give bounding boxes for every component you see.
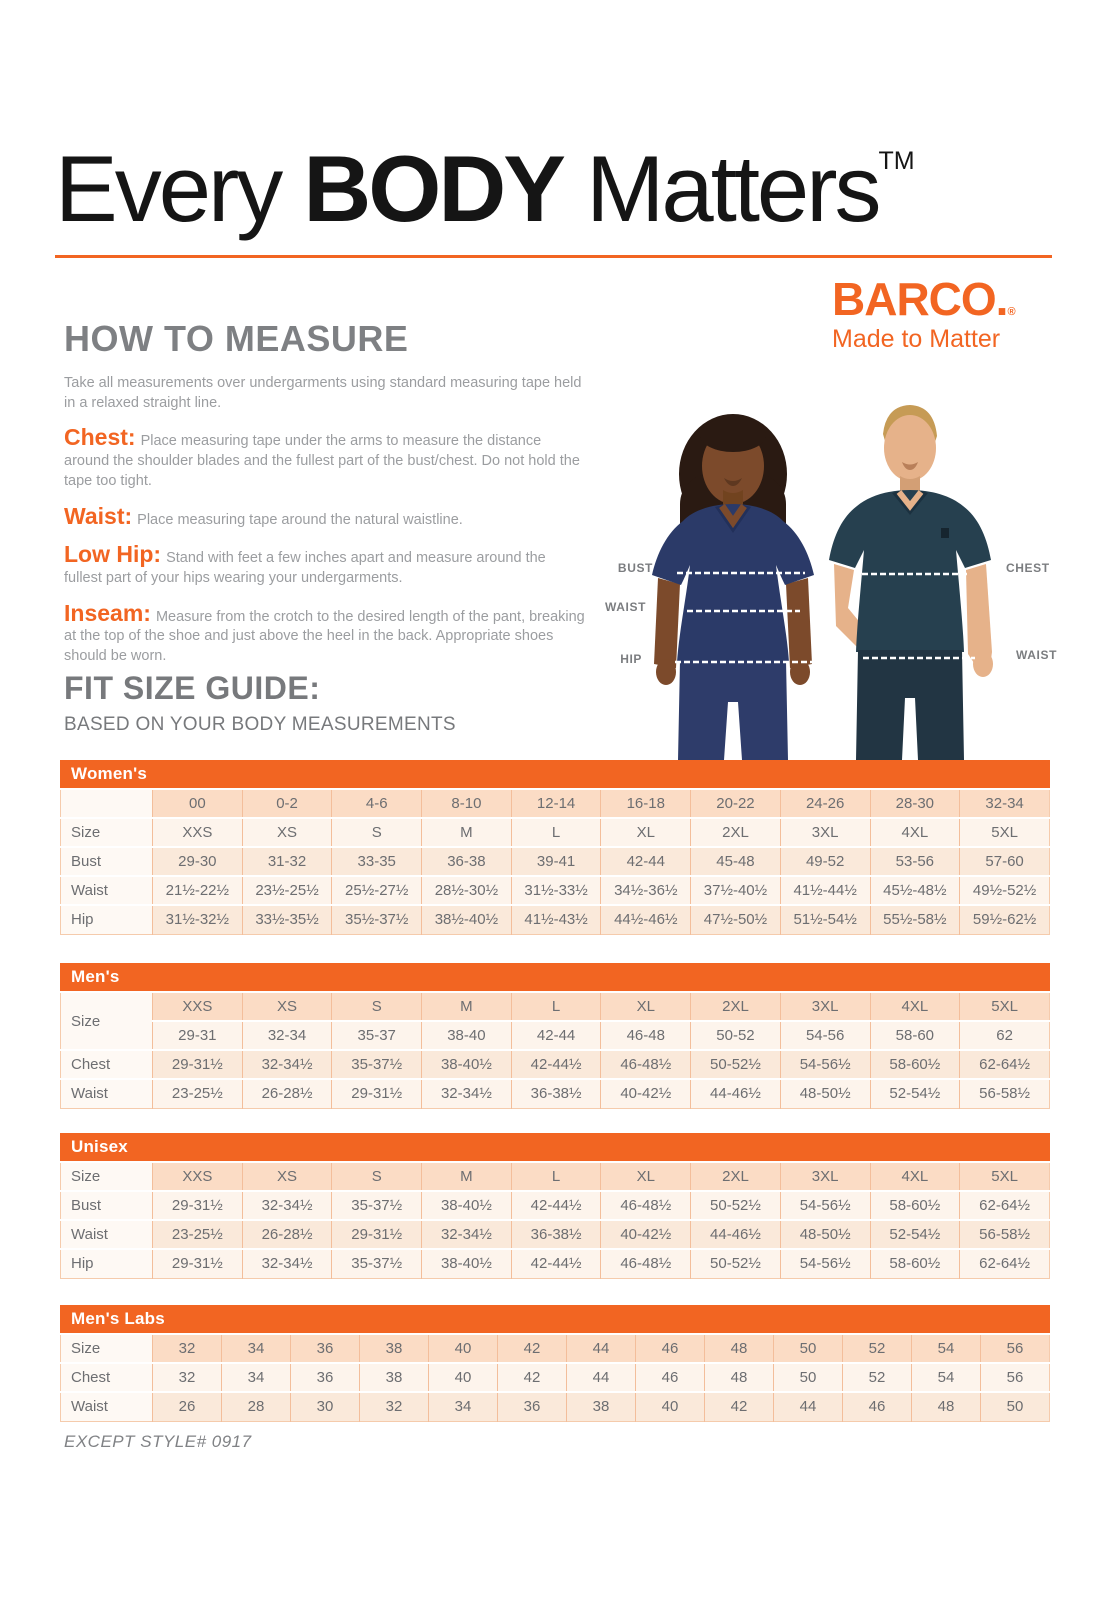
man-figure — [829, 405, 993, 760]
fit-size-guide-heading: FIT SIZE GUIDE: — [64, 670, 321, 706]
row-label: Waist — [61, 1392, 153, 1421]
size-cell: 48-50½ — [780, 1079, 870, 1108]
size-cell: 54 — [912, 1334, 981, 1363]
size-cell: 37½-40½ — [691, 876, 781, 905]
size-cell: 29-31½ — [332, 1079, 422, 1108]
size-cell: 29-30 — [153, 847, 243, 876]
table-title: Women's — [60, 760, 1050, 788]
size-cell: 4XL — [870, 992, 960, 1021]
size-cell: 26-28½ — [242, 1220, 332, 1249]
size-cell: 12-14 — [511, 789, 601, 818]
size-cell: XL — [601, 992, 691, 1021]
size-cell: 34 — [429, 1392, 498, 1421]
size-cell: 4-6 — [332, 789, 422, 818]
size-cell: XL — [601, 818, 691, 847]
size-cell: 45-48 — [691, 847, 781, 876]
size-cell: 46 — [843, 1392, 912, 1421]
size-cell: 40-42½ — [601, 1220, 691, 1249]
size-cell: 32 — [360, 1392, 429, 1421]
size-cell: 54 — [912, 1363, 981, 1392]
size-cell: XXS — [153, 992, 243, 1021]
measure-intro: Take all measurements over undergarments using standard measuring tape held in a relaxed straight line. — [64, 375, 582, 411]
measure-term-inseam: Inseam: — [64, 599, 151, 626]
size-cell: XS — [242, 1162, 332, 1191]
size-cell: 32-34½ — [242, 1191, 332, 1220]
size-cell: 36-38 — [422, 847, 512, 876]
size-cell: 39-41 — [511, 847, 601, 876]
man-chest-label: CHEST — [1006, 561, 1050, 575]
measure-term-chest: Chest: — [64, 424, 136, 451]
size-cell: 48 — [912, 1392, 981, 1421]
size-cell: 2XL — [691, 992, 781, 1021]
measure-text-waist: Place measuring tape around the natural waistline. — [137, 511, 463, 528]
size-cell: 58-60½ — [870, 1249, 960, 1278]
size-cell: 44 — [567, 1334, 636, 1363]
size-cell: 40 — [636, 1392, 705, 1421]
size-table-womens — [60, 760, 1050, 935]
size-cell: 38½-40½ — [422, 905, 512, 934]
size-cell: 54-56 — [780, 1021, 870, 1050]
size-cell: 28-30 — [870, 789, 960, 818]
size-cell: 50-52 — [691, 1021, 781, 1050]
size-cell: 21½-22½ — [153, 876, 243, 905]
size-cell: 23-25½ — [153, 1220, 243, 1249]
size-cell: 44 — [567, 1363, 636, 1392]
size-cell: 44-46½ — [691, 1220, 781, 1249]
size-cell: 4XL — [870, 1162, 960, 1191]
row-label: Waist — [61, 876, 153, 905]
how-to-measure-heading: HOW TO MEASURE — [64, 318, 409, 359]
size-cell: 26-28½ — [242, 1079, 332, 1108]
row-label: Bust — [61, 847, 153, 876]
size-table — [60, 1333, 1050, 1422]
size-cell: M — [422, 818, 512, 847]
footer-note: EXCEPT STYLE# 0917 — [64, 1432, 252, 1451]
size-cell: 54-56½ — [780, 1249, 870, 1278]
size-cell: 29-31½ — [153, 1191, 243, 1220]
size-cell: 29-31½ — [153, 1249, 243, 1278]
size-cell: 2XL — [691, 818, 781, 847]
measure-text-inseam: Measure from the crotch to the desired length of the pant, breaking at the top of the shoe and just above the heel in the back. Appropriate shoes should be worn. — [64, 608, 585, 665]
measure-text-lowhip: Stand with feet a few inches apart and measure around the fullest part of your hips wearing your undergarments. — [64, 550, 546, 587]
size-cell: 38-40½ — [422, 1249, 512, 1278]
table-title: Men's — [60, 963, 1050, 991]
row-label: Size — [61, 992, 153, 1050]
size-cell: S — [332, 992, 422, 1021]
size-cell: 42 — [705, 1392, 774, 1421]
size-cell: 34 — [222, 1334, 291, 1363]
row-label: Waist — [61, 1220, 153, 1249]
woman-waist-label: WAIST — [605, 600, 646, 614]
brand-text: BARCO. — [832, 273, 1008, 325]
size-cell: 36-38½ — [511, 1079, 601, 1108]
size-cell: 32-34 — [242, 1021, 332, 1050]
size-cell: 8-10 — [422, 789, 512, 818]
size-cell: 45½-48½ — [870, 876, 960, 905]
size-cell: 29-31½ — [153, 1050, 243, 1079]
size-cell: 38-40½ — [422, 1191, 512, 1220]
size-cell: 38-40 — [422, 1021, 512, 1050]
size-cell: 54-56½ — [780, 1050, 870, 1079]
size-cell: S — [332, 818, 422, 847]
size-cell: 48-50½ — [780, 1220, 870, 1249]
size-cell: 42-44½ — [511, 1249, 601, 1278]
size-cell: 62 — [960, 1021, 1050, 1050]
size-cell: 5XL — [960, 992, 1050, 1021]
measure-instructions — [64, 374, 586, 680]
size-cell: 46-48½ — [601, 1249, 691, 1278]
models-photo — [588, 402, 1080, 760]
size-cell: 36 — [291, 1363, 360, 1392]
size-cell: 26 — [153, 1392, 222, 1421]
woman-figure — [652, 414, 814, 760]
size-cell: 28 — [222, 1392, 291, 1421]
trademark-symbol: TM — [878, 147, 915, 175]
size-cell: 29-31 — [153, 1021, 243, 1050]
size-table — [60, 1161, 1050, 1279]
size-cell: 40 — [429, 1334, 498, 1363]
size-cell: 32-34½ — [422, 1220, 512, 1249]
row-label: Size — [61, 818, 153, 847]
row-label: Hip — [61, 1249, 153, 1278]
size-cell: 48 — [705, 1334, 774, 1363]
size-cell: XL — [601, 1162, 691, 1191]
size-cell: 33½-35½ — [242, 905, 332, 934]
size-cell: 46 — [636, 1363, 705, 1392]
size-cell: 56 — [981, 1334, 1050, 1363]
size-cell: 42-44 — [601, 847, 691, 876]
size-cell: 57-60 — [960, 847, 1050, 876]
measure-term-lowhip: Low Hip: — [64, 541, 162, 568]
size-cell: 23-25½ — [153, 1079, 243, 1108]
size-cell: 58-60 — [870, 1021, 960, 1050]
size-cell: 0-2 — [242, 789, 332, 818]
size-cell: 34½-36½ — [601, 876, 691, 905]
size-cell: 58-60½ — [870, 1050, 960, 1079]
size-cell: 38 — [360, 1334, 429, 1363]
size-cell: 42-44 — [511, 1021, 601, 1050]
size-cell: 31-32 — [242, 847, 332, 876]
size-cell: 16-18 — [601, 789, 691, 818]
size-cell: 46-48½ — [601, 1191, 691, 1220]
size-cell: 30 — [291, 1392, 360, 1421]
size-cell: XXS — [153, 818, 243, 847]
measure-item-chest — [64, 426, 586, 491]
size-cell: 50-52½ — [691, 1050, 781, 1079]
size-cell: 44-46½ — [691, 1079, 781, 1108]
brand-tagline: Made to Matter — [832, 325, 1001, 353]
size-cell: XXS — [153, 1162, 243, 1191]
table-title: Unisex — [60, 1133, 1050, 1161]
size-cell: 49½-52½ — [960, 876, 1050, 905]
size-cell: 34 — [222, 1363, 291, 1392]
size-cell: 35-37½ — [332, 1191, 422, 1220]
size-cell: 5XL — [960, 818, 1050, 847]
size-cell: 50-52½ — [691, 1249, 781, 1278]
size-cell: 58-60½ — [870, 1191, 960, 1220]
size-cell: 29-31½ — [332, 1220, 422, 1249]
size-cell: 44 — [774, 1392, 843, 1421]
size-table — [60, 991, 1050, 1109]
measure-text-chest: Place measuring tape under the arms to measure the distance around the shoulder blades and the fullest part of the bust/chest. Do not hold the tape too tight. — [64, 433, 580, 489]
title-regular-1: Every — [55, 136, 304, 241]
size-cell: 42-44½ — [511, 1050, 601, 1079]
size-cell: 23½-25½ — [242, 876, 332, 905]
size-cell: S — [332, 1162, 422, 1191]
row-label — [61, 789, 153, 818]
size-cell: 35-37½ — [332, 1050, 422, 1079]
size-cell: 41½-44½ — [780, 876, 870, 905]
table-title: Men's Labs — [60, 1305, 1050, 1333]
size-cell: 35-37 — [332, 1021, 422, 1050]
size-cell: L — [511, 992, 601, 1021]
size-cell: 42 — [498, 1363, 567, 1392]
row-label: Chest — [61, 1363, 153, 1392]
size-cell: 46 — [636, 1334, 705, 1363]
size-cell: 00 — [153, 789, 243, 818]
size-cell: 38-40½ — [422, 1050, 512, 1079]
measure-item-lowhip — [64, 543, 586, 588]
size-cell: 52 — [843, 1363, 912, 1392]
size-table-mens-labs — [60, 1305, 1050, 1422]
size-cell: 5XL — [960, 1162, 1050, 1191]
size-cell: 54-56½ — [780, 1191, 870, 1220]
size-cell: M — [422, 992, 512, 1021]
size-cell: M — [422, 1162, 512, 1191]
size-cell: 32-34½ — [242, 1249, 332, 1278]
row-label: Waist — [61, 1079, 153, 1108]
size-cell: 36 — [291, 1334, 360, 1363]
row-label: Chest — [61, 1050, 153, 1079]
size-cell: 42-44½ — [511, 1191, 601, 1220]
title-bold: BODY — [303, 136, 563, 241]
page-title — [55, 136, 915, 241]
size-cell: 62-64½ — [960, 1249, 1050, 1278]
size-cell: 36-38½ — [511, 1220, 601, 1249]
woman-bust-label: BUST — [617, 561, 653, 575]
title-regular-2: Matters — [563, 136, 879, 241]
size-cell: 56-58½ — [960, 1079, 1050, 1108]
size-cell: 52-54½ — [870, 1220, 960, 1249]
size-cell: 32-34½ — [242, 1050, 332, 1079]
size-cell: 41½-43½ — [511, 905, 601, 934]
size-cell: 33-35 — [332, 847, 422, 876]
size-cell: 46-48 — [601, 1021, 691, 1050]
size-cell: 52-54½ — [870, 1079, 960, 1108]
chest-pocket-logo — [941, 528, 949, 538]
brand-name — [832, 273, 1015, 325]
size-table-mens — [60, 963, 1050, 1109]
size-cell: 46-48½ — [601, 1050, 691, 1079]
size-cell: 31½-33½ — [511, 876, 601, 905]
size-cell: 56 — [981, 1363, 1050, 1392]
size-cell: 47½-50½ — [691, 905, 781, 934]
row-label: Hip — [61, 905, 153, 934]
size-cell: 25½-27½ — [332, 876, 422, 905]
man-waist-label: WAIST — [1016, 648, 1057, 662]
size-cell: 31½-32½ — [153, 905, 243, 934]
measure-item-inseam — [64, 599, 586, 667]
size-cell: 50 — [981, 1392, 1050, 1421]
size-cell: 62-64½ — [960, 1191, 1050, 1220]
size-cell: 3XL — [780, 818, 870, 847]
size-cell: 2XL — [691, 1162, 781, 1191]
size-cell: 3XL — [780, 992, 870, 1021]
size-cell: L — [511, 818, 601, 847]
size-cell: 42 — [498, 1334, 567, 1363]
size-cell: 56-58½ — [960, 1220, 1050, 1249]
row-label: Bust — [61, 1191, 153, 1220]
size-cell: 40-42½ — [601, 1079, 691, 1108]
size-cell: 20-22 — [691, 789, 781, 818]
size-cell: 35-37½ — [332, 1249, 422, 1278]
size-cell: XS — [242, 818, 332, 847]
size-cell: 32-34½ — [422, 1079, 512, 1108]
size-cell: 35½-37½ — [332, 905, 422, 934]
size-cell: 62-64½ — [960, 1050, 1050, 1079]
size-cell: 44½-46½ — [601, 905, 691, 934]
size-cell: 32 — [153, 1363, 222, 1392]
size-cell: L — [511, 1162, 601, 1191]
brand-logo — [832, 273, 1015, 354]
registered-mark: ® — [1007, 306, 1015, 318]
size-cell: 38 — [360, 1363, 429, 1392]
size-cell: 24-26 — [780, 789, 870, 818]
size-cell: 4XL — [870, 818, 960, 847]
row-label: Size — [61, 1334, 153, 1363]
size-cell: 55½-58½ — [870, 905, 960, 934]
measure-term-waist: Waist: — [64, 502, 133, 529]
size-cell: 36 — [498, 1392, 567, 1421]
size-table — [60, 788, 1050, 935]
size-cell: 49-52 — [780, 847, 870, 876]
size-cell: 48 — [705, 1363, 774, 1392]
size-cell: 40 — [429, 1363, 498, 1392]
fit-size-guide-subheading: BASED ON YOUR BODY MEASUREMENTS — [64, 714, 456, 735]
size-cell: 3XL — [780, 1162, 870, 1191]
size-cell: 53-56 — [870, 847, 960, 876]
woman-hip-label: HIP — [620, 652, 642, 666]
size-cell: 28½-30½ — [422, 876, 512, 905]
size-cell: 50-52½ — [691, 1191, 781, 1220]
size-cell: 52 — [843, 1334, 912, 1363]
size-cell: XS — [242, 992, 332, 1021]
size-cell: 32 — [153, 1334, 222, 1363]
size-cell: 59½-62½ — [960, 905, 1050, 934]
size-cell: 32-34 — [960, 789, 1050, 818]
size-cell: 51½-54½ — [780, 905, 870, 934]
size-table-unisex — [60, 1133, 1050, 1279]
size-cell: 38 — [567, 1392, 636, 1421]
orange-divider — [55, 255, 1052, 258]
size-cell: 50 — [774, 1334, 843, 1363]
row-label: Size — [61, 1162, 153, 1191]
size-cell: 50 — [774, 1363, 843, 1392]
measure-item-waist — [64, 502, 586, 531]
